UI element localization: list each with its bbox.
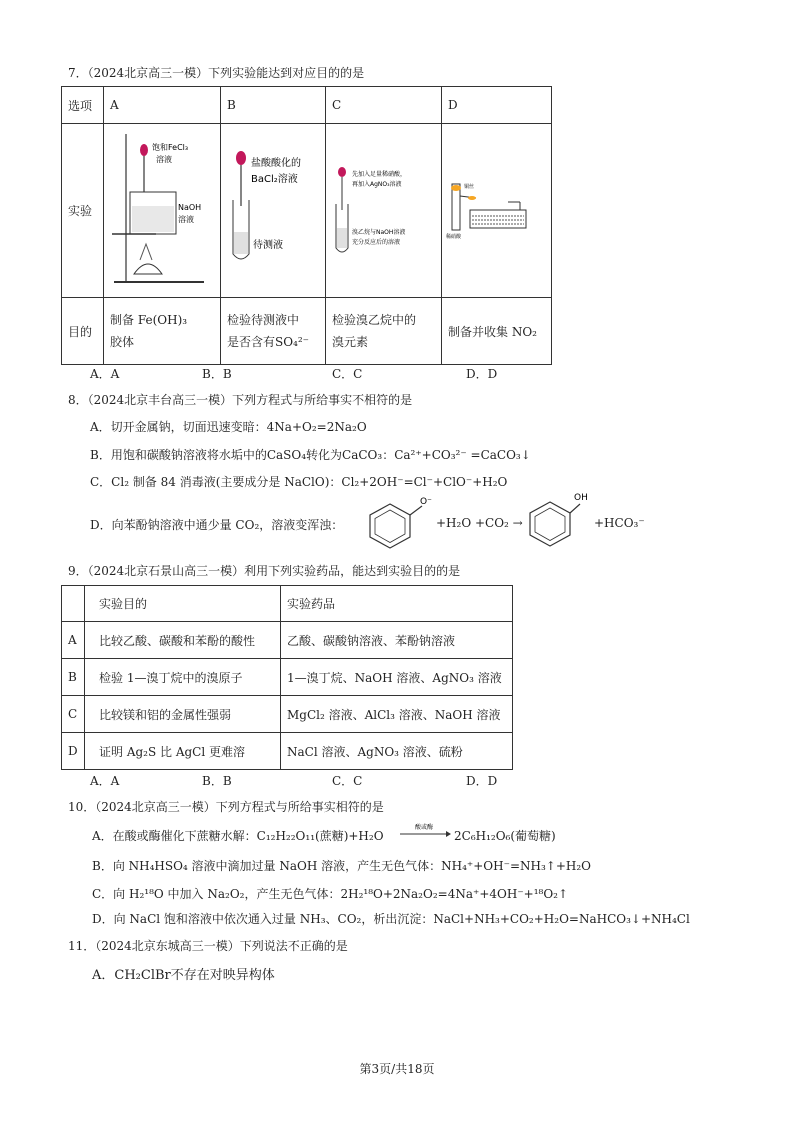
q9-row-d-goal: 证明 Ag₂S 比 AgCl 更难溶 bbox=[85, 733, 281, 770]
q9-row-a-goal: 比较乙酸、碳酸和苯酚的酸性 bbox=[85, 622, 281, 659]
q9-row-b-label: B bbox=[62, 659, 85, 696]
apparatus-b-label2: BaCl₂溶液 bbox=[251, 174, 298, 185]
q8-option-a[interactable]: A．切开金属钠，切面迅速变暗：4Na+O₂=2Na₂O bbox=[90, 420, 367, 434]
goal-b-line2: 是否含有SO₄²⁻ bbox=[227, 335, 310, 349]
q7-col-d: D bbox=[442, 87, 552, 124]
bromine-test-apparatus-image bbox=[326, 124, 441, 294]
q10-option-c[interactable]: C．向 H₂¹⁸O 中加入 Na₂O₂，产生无色气体：2H₂¹⁸O+2Na₂O₂=4Na⁺+4OH⁻+¹⁸O₂↑ bbox=[92, 887, 569, 901]
q9-table bbox=[61, 585, 513, 770]
q7-apparatus-b bbox=[221, 124, 326, 298]
q9-stem: 9．（2024北京石景山高三一模）利用下列实验药品，能达到实验目的的是 bbox=[68, 564, 461, 578]
q9-answer-d[interactable]: D．D bbox=[466, 774, 498, 788]
q9-row-d bbox=[62, 733, 513, 770]
q9-row-b bbox=[62, 659, 513, 696]
phenoxide-o-label: O⁻ bbox=[420, 497, 432, 507]
q7-exp-label: 实验 bbox=[62, 124, 104, 298]
q9-row-c-goal: 比较镁和铝的金属性强弱 bbox=[85, 696, 281, 733]
q11-stem: 11．（2024北京东城高三一模）下列说法不正确的是 bbox=[68, 939, 348, 953]
q8-option-b[interactable]: B．用饱和碳酸钠溶液将水垢中的CaSO₄转化为CaCO₃：Ca²⁺+CO₃²⁻ =CaCO₃↓ bbox=[90, 448, 531, 462]
apparatus-b-label1: 盐酸酸化的 bbox=[251, 158, 301, 169]
q7-goal-b bbox=[221, 298, 326, 365]
goal-c-line2: 溴元素 bbox=[332, 335, 369, 349]
q8-option-c[interactable]: C．Cl₂ 制备 84 消毒液(主要成分是 NaClO)：Cl₂+2OH⁻=Cl⁻+ClO⁻+H₂O bbox=[90, 475, 508, 489]
apparatus-a-label3: NaOH bbox=[178, 203, 202, 212]
nitrogen-dioxide-apparatus-image bbox=[442, 124, 551, 294]
q11-option-a[interactable]: A．CH₂ClBr不存在对映异构体 bbox=[92, 968, 275, 983]
q9-answer-a[interactable]: A．A bbox=[90, 774, 120, 788]
q7-goal-a bbox=[104, 298, 221, 365]
q9-row-c-label: C bbox=[62, 696, 85, 733]
q9-answer-c[interactable]: C．C bbox=[332, 774, 363, 788]
phenol-oh-label: OH bbox=[574, 493, 588, 503]
q9-row-a-reagents: 乙酸、碳酸钠溶液、苯酚钠溶液 bbox=[281, 622, 513, 659]
q10-option-d[interactable]: D．向 NaCl 饱和溶液中依次通入过量 NH₃、CO₂，析出沉淀：NaCl+NH₃+CO₂+H₂O=NaHCO₃↓+NH₄Cl bbox=[92, 912, 690, 926]
q10-option-b[interactable]: B．向 NH₄HSO₄ 溶液中滴加过量 NaOH 溶液，产生无色气体：NH₄⁺+OH⁻=NH₃↑+H₂O bbox=[92, 859, 591, 873]
q7-answer-c[interactable]: C．C bbox=[332, 367, 363, 381]
apparatus-d-label2: 稀硝酸 bbox=[446, 234, 462, 240]
q9-row-a-label: A bbox=[62, 622, 85, 659]
sulfate-test-apparatus-image bbox=[221, 124, 325, 294]
q9-answer-b[interactable]: B．B bbox=[202, 774, 232, 788]
apparatus-c-label2: 再加入AgNO₃溶液 bbox=[352, 181, 402, 188]
q8-stem: 8．（2024北京丰台高三一模）下列方程式与所给事实不相符的是 bbox=[68, 393, 413, 407]
apparatus-a-label4: 溶液 bbox=[178, 215, 194, 224]
q7-answer-b[interactable]: B．B bbox=[202, 367, 232, 381]
goal-a-line2: 胶体 bbox=[110, 335, 135, 349]
q7-answer-d[interactable]: D．D bbox=[466, 367, 498, 381]
goal-b-line1: 检验待测液中 bbox=[227, 313, 300, 327]
apparatus-d-label1: 铜丝 bbox=[464, 184, 475, 190]
q7-col-c: C bbox=[326, 87, 442, 124]
goal-c-line1: 检验溴乙烷中的 bbox=[332, 313, 417, 327]
reaction-arrow-label: 酸或酶 bbox=[414, 824, 434, 831]
phenoxide-structure-icon bbox=[360, 494, 430, 550]
ferric-hydroxide-apparatus-image bbox=[104, 124, 220, 294]
q7-goal-c bbox=[326, 298, 442, 365]
goal-a-line1: 制备 Fe(OH)₃ bbox=[110, 313, 188, 327]
q8-option-d-suffix: +HCO₃⁻ bbox=[594, 516, 645, 530]
q7-header-label: 选项 bbox=[62, 87, 104, 124]
q9-row-c bbox=[62, 696, 513, 733]
q9-row-d-reagents: NaCl 溶液、AgNO₃ 溶液、硫粉 bbox=[281, 733, 513, 770]
q7-answer-a[interactable]: A．A bbox=[90, 367, 120, 381]
q7-apparatus-d bbox=[442, 124, 552, 298]
q7-stem: 7．（2024北京高三一模）下列实验能达到对应目的的是 bbox=[68, 66, 365, 80]
apparatus-a-label1: 饱和FeCl₃ bbox=[152, 143, 189, 152]
q7-goal-d bbox=[442, 298, 552, 365]
apparatus-c-label4: 充分反应后的溶液 bbox=[352, 239, 401, 246]
goal-d-line1: 制备并收集 NO₂ bbox=[448, 324, 537, 339]
reaction-arrow-icon bbox=[398, 822, 452, 842]
q7-apparatus-a bbox=[104, 124, 221, 298]
q9-header-1: 实验目的 bbox=[85, 586, 281, 622]
phenol-structure-icon bbox=[520, 490, 590, 548]
q7-col-b: B bbox=[221, 87, 326, 124]
q9-header-0 bbox=[62, 586, 85, 622]
q8-option-d-prefix[interactable]: D．向苯酚钠溶液中通少量 CO₂，溶液变浑浊： bbox=[90, 518, 344, 532]
q10-stem: 10．（2024北京高三一模）下列方程式与所给事实相符的是 bbox=[68, 800, 384, 814]
q7-col-a: A bbox=[104, 87, 221, 124]
q7-table bbox=[61, 86, 552, 365]
q9-row-c-reagents: MgCl₂ 溶液、AlCl₃ 溶液、NaOH 溶液 bbox=[281, 696, 513, 733]
q9-row-a bbox=[62, 622, 513, 659]
q10-option-a-suffix: 2C₆H₁₂O₆(葡萄糖) bbox=[454, 829, 556, 843]
q8-option-d-mid: +H₂O +CO₂ → bbox=[436, 516, 523, 530]
q7-apparatus-c bbox=[326, 124, 442, 298]
apparatus-a-label2: 溶液 bbox=[156, 155, 172, 164]
q9-header-2: 实验药品 bbox=[281, 586, 513, 622]
q10-option-a-prefix[interactable]: A．在酸或酶催化下蔗糖水解：C₁₂H₂₂O₁₁(蔗糖)+H₂O bbox=[92, 829, 384, 843]
q9-row-b-reagents: 1—溴丁烷、NaOH 溶液、AgNO₃ 溶液 bbox=[281, 659, 513, 696]
page-footer: 第3页/共18页 bbox=[359, 1062, 435, 1076]
q9-row-d-label: D bbox=[62, 733, 85, 770]
q7-goal-label: 目的 bbox=[62, 298, 104, 365]
apparatus-b-label3: 待测液 bbox=[253, 240, 283, 251]
apparatus-c-label1: 先加入足量稀硝酸， bbox=[352, 171, 407, 178]
apparatus-c-label3: 溴乙烷与NaOH溶液 bbox=[352, 229, 406, 236]
q9-row-b-goal: 检验 1—溴丁烷中的溴原子 bbox=[85, 659, 281, 696]
